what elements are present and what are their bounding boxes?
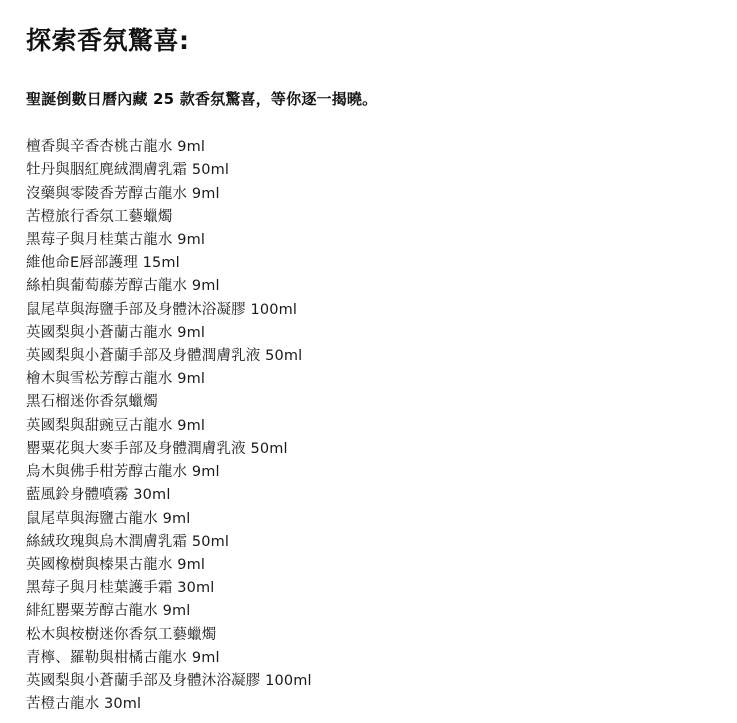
list-item: 牡丹與胭紅麂絨潤膚乳霜 50ml (26, 162, 230, 179)
list-item: 沒藥與零陵香芳醇古龍水 9ml (26, 185, 220, 202)
list-item: 黑石榴迷你香氛蠟燭 (26, 394, 158, 411)
list-item: 英國梨與小蒼蘭古龍水 9ml (26, 324, 206, 341)
list-item: 黑莓子與月桂葉古龍水 9ml (26, 232, 206, 249)
list-item: 英國梨與小蒼蘭手部及身體潤膚乳液 50ml (26, 348, 303, 365)
list-item: 松木與桉樹迷你香氛工藝蠟燭 (26, 626, 217, 643)
list-item: 烏木與佛手柑芳醇古龍水 9ml (26, 464, 220, 481)
list-item: 維他命E唇部護理 15ml (26, 255, 180, 272)
list-item: 檜木與雪松芳醇古龍水 9ml (26, 371, 206, 388)
page-title: 探索香氛驚喜: (26, 26, 190, 55)
list-item: 英國梨與甜豌豆古龍水 9ml (26, 417, 206, 434)
list-item: 檀香與辛香杏桃古龍水 9ml (26, 139, 206, 156)
list-item: 藍風鈴身體噴霧 30ml (26, 487, 171, 504)
list-item: 絲柏與葡萄藤芳醇古龍水 9ml (26, 278, 220, 295)
list-item: 黑莓子與月桂葉護手霜 30ml (26, 580, 215, 597)
page-subtitle: 聖誕倒數日曆內藏 25 款香氛驚喜，等你逐一揭曉。 (26, 89, 378, 108)
list-item: 鼠尾草與海鹽古龍水 9ml (26, 510, 191, 527)
list-item: 罌粟花與大麥手部及身體潤膚乳液 50ml (26, 440, 288, 457)
list-item: 英國橡樹與榛果古龍水 9ml (26, 556, 206, 573)
list-item: 緋紅罌粟芳醇古龍水 9ml (26, 603, 191, 620)
list-item: 英國梨與小蒼蘭手部及身體沐浴凝膠 100ml (26, 672, 312, 689)
list-item: 苦橙古龍水 30ml (26, 696, 142, 713)
list-item: 絲絨玫瑰與烏木潤膚乳霜 50ml (26, 533, 230, 550)
list-item: 苦橙旅行香氛工藝蠟燭 (26, 208, 173, 225)
product-list (24, 136, 713, 716)
list-item: 青檸、羅勒與柑橘古龍水 9ml (26, 649, 220, 666)
list-item: 鼠尾草與海鹽手部及身體沐浴凝膠 100ml (26, 301, 298, 318)
